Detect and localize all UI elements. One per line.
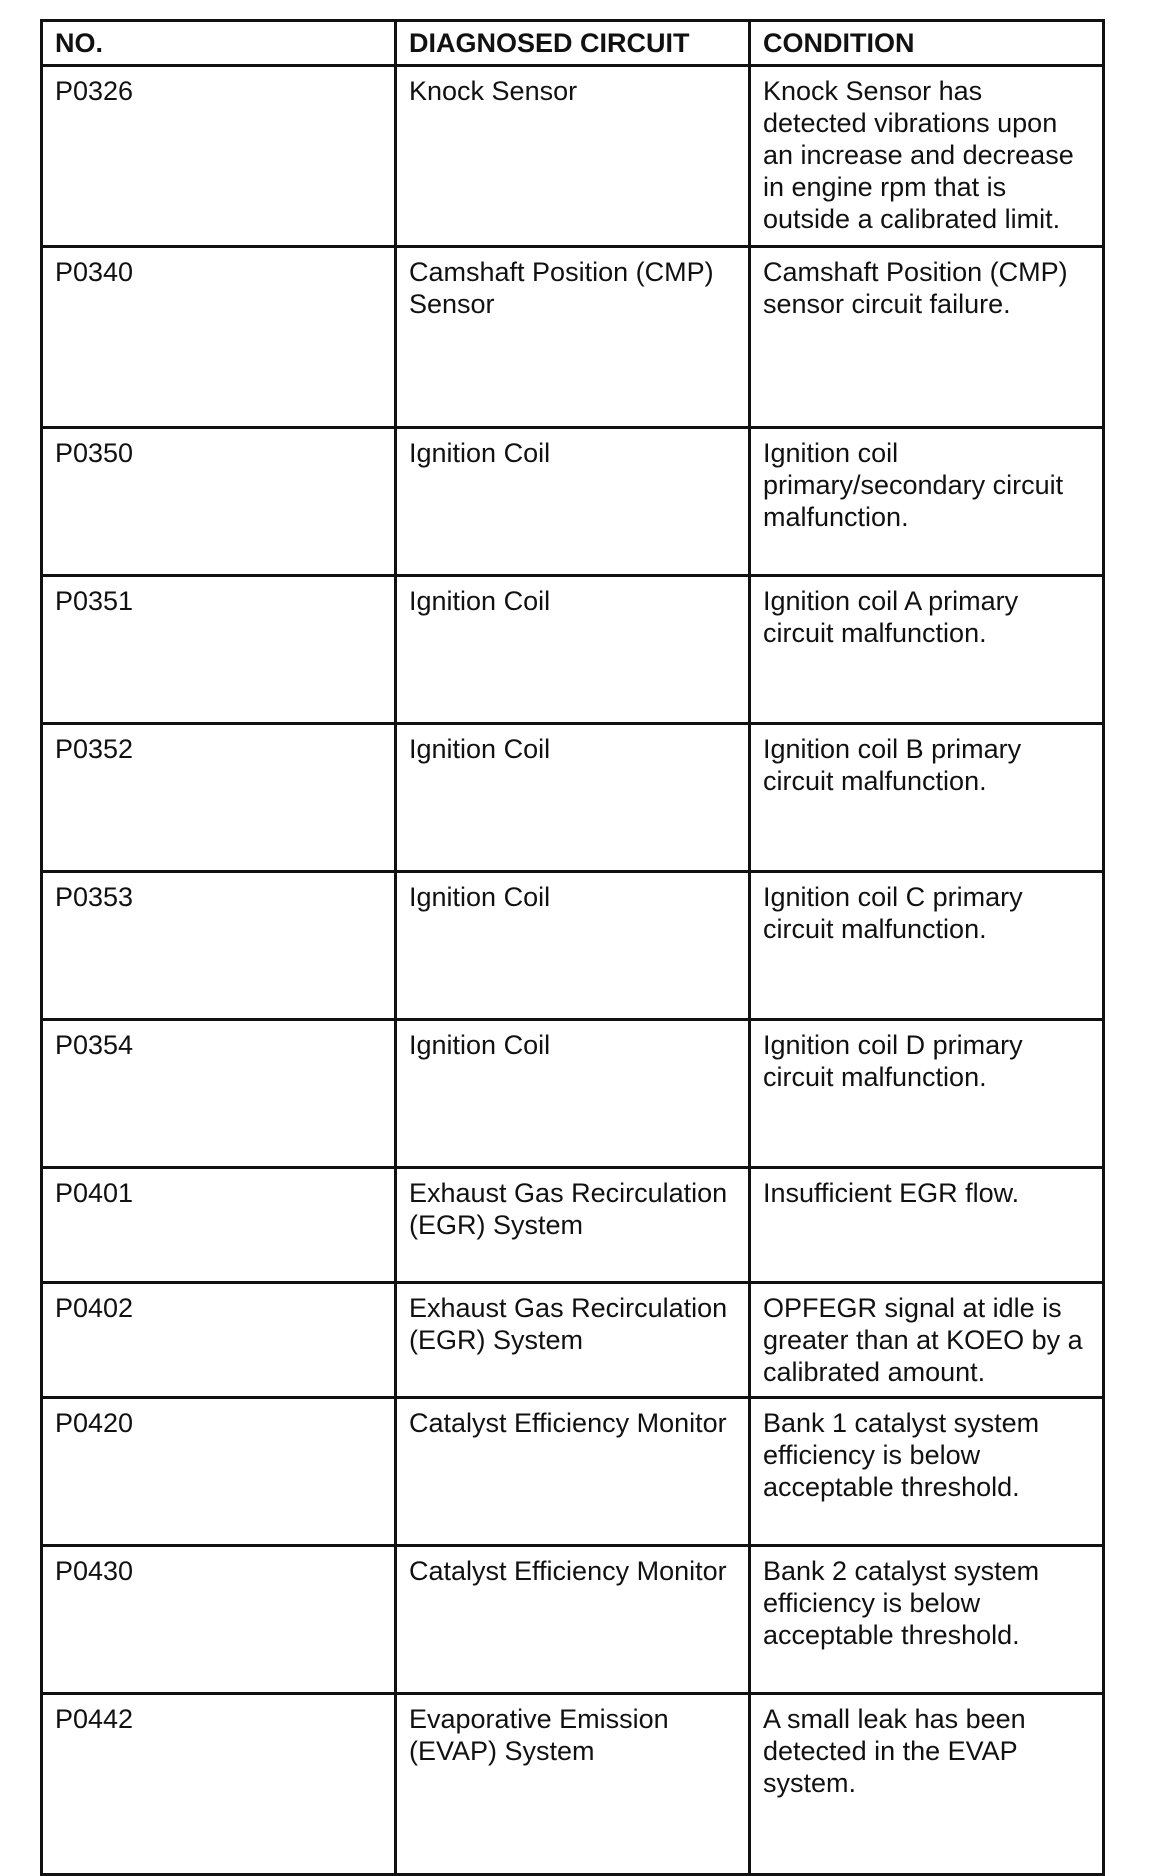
cell-condition: Insufficient EGR flow. bbox=[750, 1168, 1104, 1283]
table-row bbox=[42, 428, 1104, 576]
cell-no: P0326 bbox=[42, 66, 396, 247]
cell-circuit: Catalyst Efficiency Monitor bbox=[396, 1546, 750, 1694]
cell-condition: Ignition coil C primary circuit malfunction. bbox=[750, 872, 1104, 1020]
cell-no: P0401 bbox=[42, 1168, 396, 1283]
cell-condition: Bank 2 catalyst system efficiency is below acceptable threshold. bbox=[750, 1546, 1104, 1694]
dtc-table bbox=[40, 19, 1105, 1876]
cell-circuit: Ignition Coil bbox=[396, 428, 750, 576]
table-header-row bbox=[42, 21, 1104, 66]
cell-condition: OPFEGR signal at idle is greater than at KOEO by a calibrated amount. bbox=[750, 1283, 1104, 1398]
cell-circuit: Catalyst Efficiency Monitor bbox=[396, 1398, 750, 1546]
header-no: NO. bbox=[42, 21, 396, 66]
cell-no: P0430 bbox=[42, 1546, 396, 1694]
cell-no: P0402 bbox=[42, 1283, 396, 1398]
table-row bbox=[42, 872, 1104, 1020]
cell-condition: Ignition coil B primary circuit malfunction. bbox=[750, 724, 1104, 872]
cell-no: P0340 bbox=[42, 247, 396, 428]
cell-no: P0350 bbox=[42, 428, 396, 576]
cell-circuit: Evaporative Emission (EVAP) System bbox=[396, 1694, 750, 1875]
cell-circuit: Ignition Coil bbox=[396, 724, 750, 872]
table-row bbox=[42, 576, 1104, 724]
cell-circuit: Camshaft Position (CMP) Sensor bbox=[396, 247, 750, 428]
cell-circuit: Ignition Coil bbox=[396, 576, 750, 724]
cell-condition: Ignition coil D primary circuit malfunction. bbox=[750, 1020, 1104, 1168]
table-row bbox=[42, 247, 1104, 428]
table-row bbox=[42, 724, 1104, 872]
cell-condition: Ignition coil A primary circuit malfunction. bbox=[750, 576, 1104, 724]
cell-condition: Camshaft Position (CMP) sensor circuit failure. bbox=[750, 247, 1104, 428]
header-condition: CONDITION bbox=[750, 21, 1104, 66]
header-diagnosed-circuit: DIAGNOSED CIRCUIT bbox=[396, 21, 750, 66]
cell-condition: A small leak has been detected in the EVAP system. bbox=[750, 1694, 1104, 1875]
cell-no: P0351 bbox=[42, 576, 396, 724]
cell-condition: Ignition coil primary/secondary circuit malfunction. bbox=[750, 428, 1104, 576]
cell-condition: Bank 1 catalyst system efficiency is below acceptable threshold. bbox=[750, 1398, 1104, 1546]
table-row bbox=[42, 1546, 1104, 1694]
table-row bbox=[42, 1168, 1104, 1283]
table-row bbox=[42, 1398, 1104, 1546]
cell-condition: Knock Sensor has detected vibrations upon an increase and decrease in engine rpm that is outside a calibrated limit. bbox=[750, 66, 1104, 247]
cell-no: P0420 bbox=[42, 1398, 396, 1546]
cell-circuit: Ignition Coil bbox=[396, 1020, 750, 1168]
cell-circuit: Knock Sensor bbox=[396, 66, 750, 247]
table-row bbox=[42, 66, 1104, 247]
cell-circuit: Ignition Coil bbox=[396, 872, 750, 1020]
table-row bbox=[42, 1694, 1104, 1875]
cell-no: P0354 bbox=[42, 1020, 396, 1168]
table-row bbox=[42, 1283, 1104, 1398]
cell-circuit: Exhaust Gas Recirculation (EGR) System bbox=[396, 1168, 750, 1283]
cell-no: P0353 bbox=[42, 872, 396, 1020]
cell-no: P0352 bbox=[42, 724, 396, 872]
cell-circuit: Exhaust Gas Recirculation (EGR) System bbox=[396, 1283, 750, 1398]
cell-no: P0442 bbox=[42, 1694, 396, 1875]
table-row bbox=[42, 1020, 1104, 1168]
